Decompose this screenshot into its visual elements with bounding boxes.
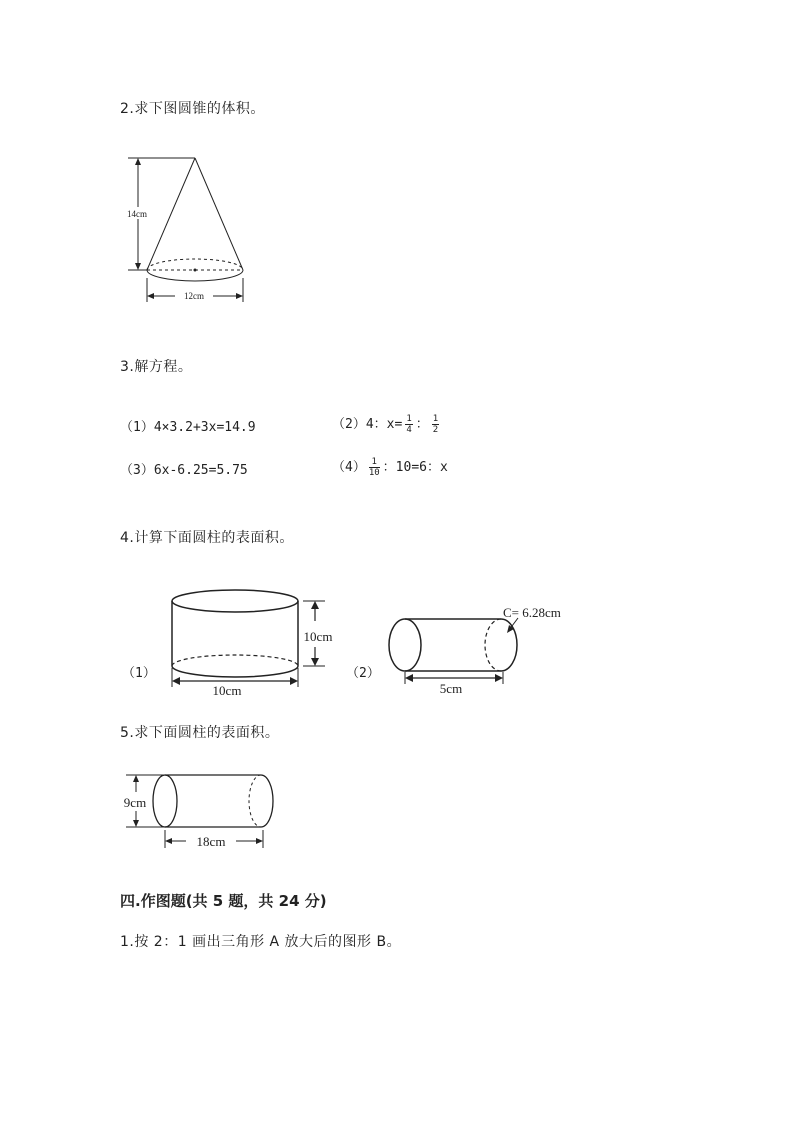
q4-title: 4.计算下面圆柱的表面积。 [120,530,294,546]
q2-title: 2.求下图圆锥的体积。 [120,101,265,117]
cylinder-2-figure [385,600,580,700]
cylinder-2-length-label: 5cm [439,681,463,696]
cone-diameter-label: 12cm [184,291,204,301]
cylinder-3-figure [118,768,283,858]
section4-q1: 1.按 2：1 画出三角形 A 放大后的图形 B。 [120,934,402,950]
cone-figure [120,150,260,310]
cylinder-1-figure [165,585,345,700]
cylinder-3-diameter-label: 9cm [123,795,147,810]
cylinder-2-label: （2） [346,666,380,681]
equation-4: （4） $\frac{1}{10}$ ：10=6：x [332,457,448,478]
cylinder-1-diameter-label: 10cm [212,683,242,698]
cone-height-label: 14cm [127,209,147,219]
cylinder-3-length-label: 18cm [196,834,226,849]
q3-title: 3.解方程。 [120,359,193,375]
cylinder-2-circumference-label: C= 6.28cm [503,605,561,620]
equation-1: （1）4×3.2+3x=14.9 [120,420,256,435]
equation-3: （3）6x-6.25=5.75 [120,463,248,478]
equation-2: （2）4：x= $\frac{1}{4}$ ： $\frac{1}{2}$ [332,414,439,435]
cylinder-1-label: （1） [122,666,156,681]
q5-title: 5.求下面圆柱的表面积。 [120,725,280,741]
cylinder-1-height-label: 10cm [303,629,333,644]
section-heading: 四.作图题(共 5 题，共 24 分) [120,892,327,910]
